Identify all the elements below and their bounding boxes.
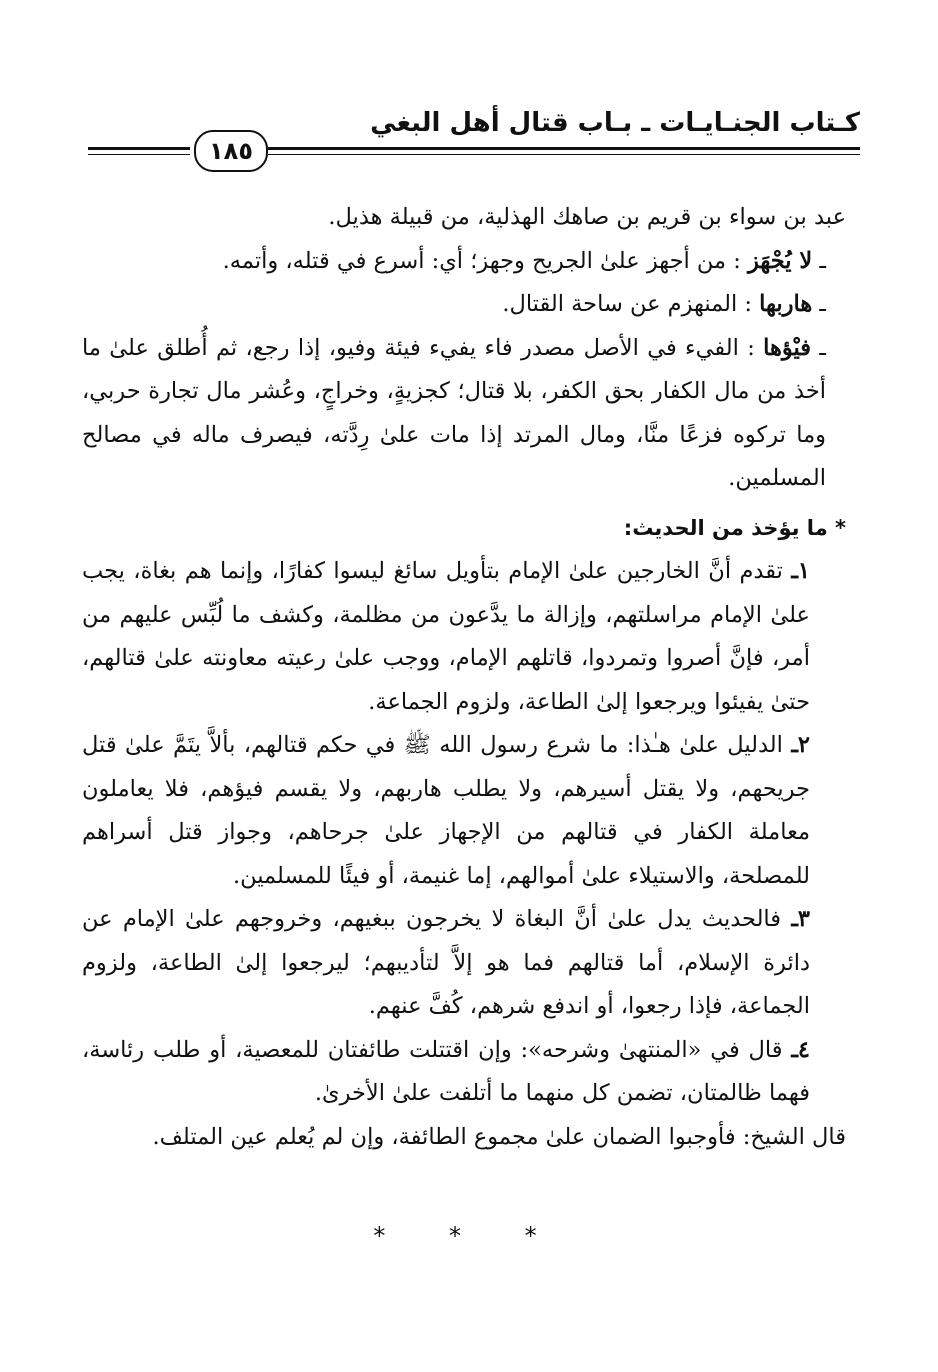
definition-item [82,327,846,501]
lesson-item [82,724,846,898]
lesson-text: الدليل علىٰ هـٰذا: ما شرع رسول الله ﷺ في حكم قتالهم، بألاَّ يتَمَّ علىٰ قتل جريحهم، ولا يقتل أسيرهم، ولا يطلب هاربهم، ولا يقسم فيؤهم، فلا يعاملون معاملة الكفار في قتالهم من الإجهاز علىٰ جرحاهم، وجواز قتل أسراهم للمصلحة، والاستيلاء علىٰ أموالهم، إما غنيمة، أو فيئًا للمسلمين. [82,732,810,889]
lesson-text: تقدم أنَّ الخارجين علىٰ الإمام بتأويل سائغ ليسوا كفارًا، وإنما هم بغاة، يجب علىٰ الإمام مراسلتهم، وإزالة ما يدَّعون من مظلمة، وكشف ما لُبِّس عليهم من أمر، فإنَّ أصروا وتمردوا، قاتلهم الإمام، ووجب علىٰ رعيته معاونته علىٰ قتالهم، حتىٰ يفيئوا ويرجعوا إلىٰ الطاعة، ولزوم الجماعة. [82,558,810,715]
definition-marker: ـ [819,291,826,317]
definition-item [82,240,846,284]
lesson-text: فالحديث يدل علىٰ أنَّ البغاة لا يخرجون ببغيهم، وخروجهم علىٰ الإمام عن دائرة الإسلام، أما قتالهم فما هو إلاَّ لتأديبهم؛ ليرجعوا إلىٰ الطاعة، ولزوم الجماعة، فإذا رجعوا، أو اندفع شرهم، كُفَّ عنهم. [82,906,810,1019]
section-heading: * ما يؤخذ من الحديث: [623,515,846,540]
lesson-number: ٢ـ [791,732,810,758]
definition-text: : المنهزم عن ساحة القتال. [502,291,753,317]
definition-marker: ـ [819,334,826,361]
lesson-item [82,1029,846,1116]
running-header: كـتاب الجنـايـات ـ بـاب قتال أهل البغي [370,108,860,138]
definition-text: : من أجهز علىٰ الجريح وجهز؛ أي: أسرع في قتله، وأتمه. [222,247,741,274]
definition-term: هاربها [759,291,813,317]
definition-marker: ـ [819,247,826,274]
header-rule-right-thin [268,154,860,155]
lesson-number: ١ـ [791,558,811,584]
lesson-item [82,550,846,724]
definition-text: : الفيء في الأصل مصدر فاء يفيء فيئة وفيو، إذا رجع، ثم أُطلق علىٰ ما أخذ من مال الكفار بحق الكفر، بلا قتال؛ كجزيةٍ، وخراجٍ، وعُشر مال تجارة حربي، وما تركوه فزعًا منَّا، ومال المرتد إذا مات علىٰ رِدَّته، فيصرف ماله في مصالح المسلمين. [82,334,826,491]
lesson-text: قال في «المنتهىٰ وشرحه»: وإن اقتتلت طائفتان للمعصية، أو طلب رئاسة، فهما ظالمتان، تضمن كل منهما ما أتلفت علىٰ الأخرىٰ. [82,1036,810,1106]
header-rule-right [268,147,860,150]
page-number-text: ١٨٥ [209,137,253,165]
lesson-number: ٣ـ [791,906,810,932]
definition-term: لا يُجْهَز [748,247,813,274]
closing-paragraph: قال الشيخ: فأوجبوا الضمان علىٰ مجموع الطائفة، وإن لم يُعلم عين المتلف. [152,1123,846,1150]
definition-item [82,283,846,327]
definition-intro: عبد بن سواء بن قريم بن صاهك الهذلية، من قبيلة هذيل. [328,204,846,230]
definition-term: فيْؤها [763,334,812,361]
page-body [82,196,846,1159]
lesson-item [82,898,846,1029]
page-number [194,130,268,172]
header-rule-left [88,147,190,150]
header-rule-left-thin [88,154,190,155]
section-ornament: * * * [373,1222,565,1250]
lesson-number: ٤ـ [791,1036,811,1063]
